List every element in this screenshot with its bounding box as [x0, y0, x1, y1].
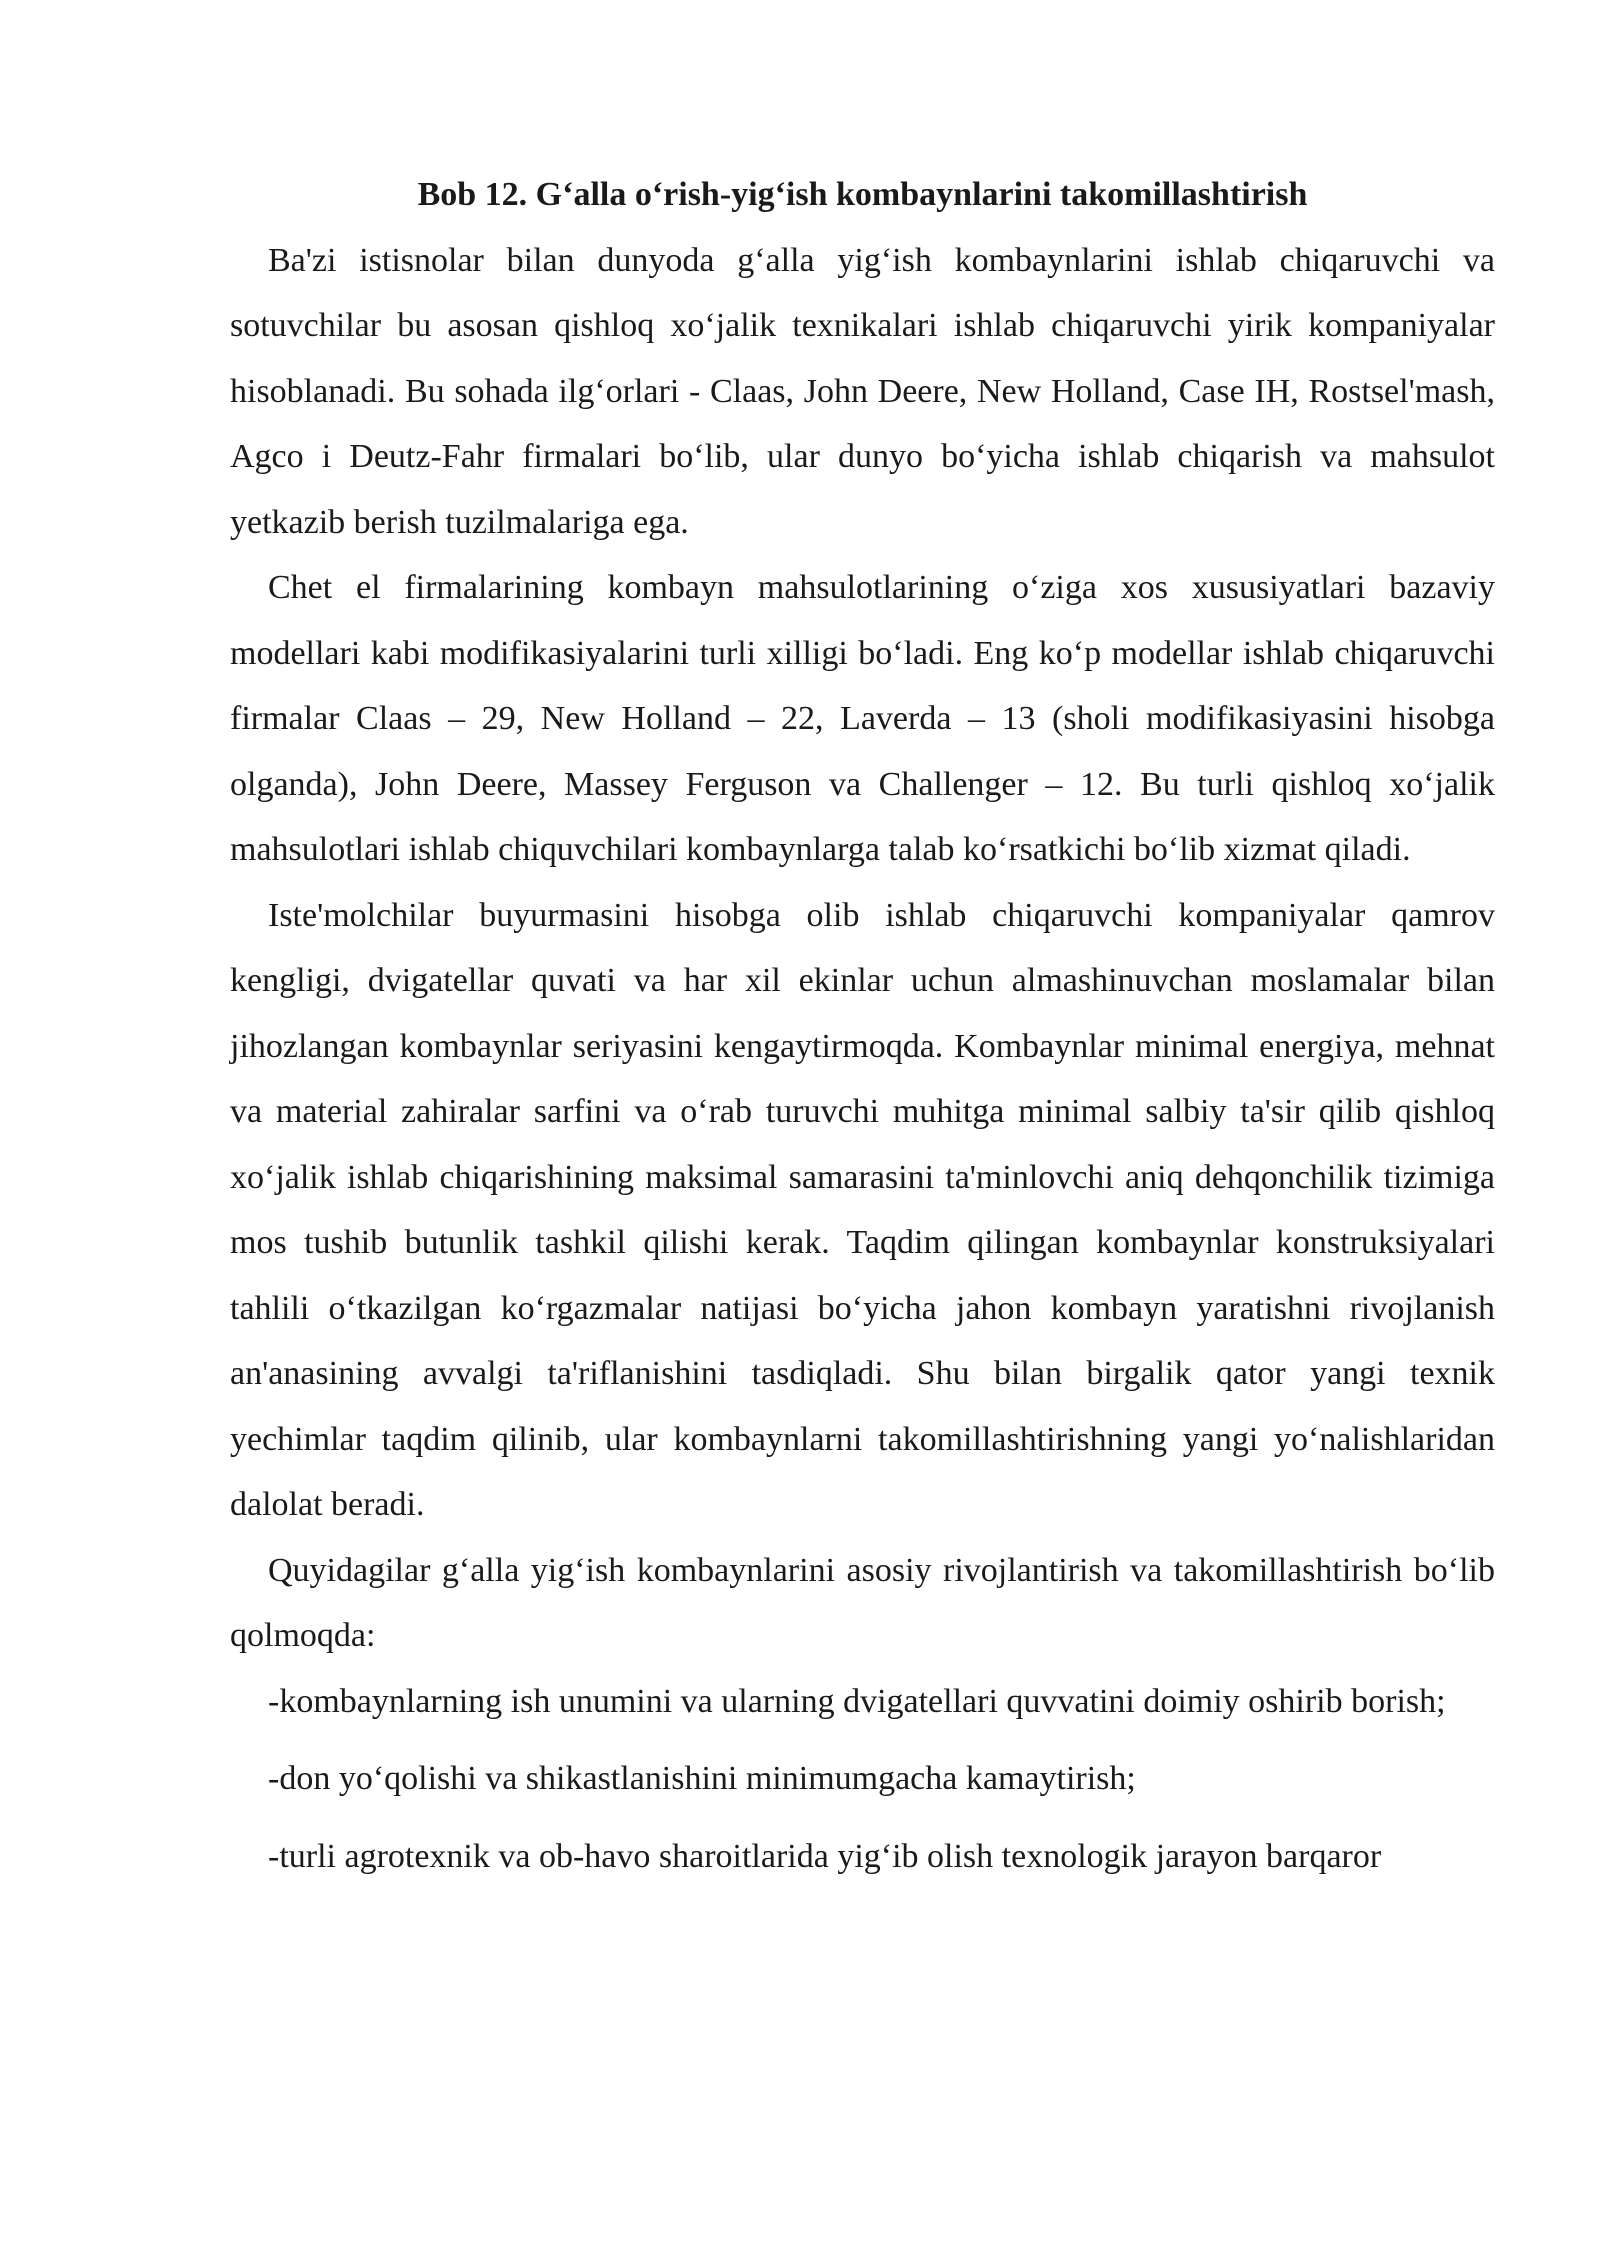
document-body: [230, 162, 1495, 1889]
bullet-item-1: -kombaynlarning ish unumini va ularning dvigatellari quvvatini doimiy oshirib borish;: [268, 1682, 1446, 1720]
chapter-title: Bob 12. G‘alla o‘rish-yig‘ish kombaynlarini takomillashtirish: [417, 176, 1308, 213]
paragraph-3: Iste'molchilar buyurmasini hisobga olib ishlab chiqaruvchi kompaniyalar qamrov kengligi, dvigatellar quvati va har xil ekinlar uchun almashinuvchan moslamalar bilan jihozlangan kombaynlar seriyasini kengaytirmoqda. Kombaynlar minimal energiya, mehnat va material zahiralar sarfini va o‘rab turuvchi muhitga minimal salbiy ta'sir qilib qishloq xo‘jalik ishlab chiqarishining maksimal samarasini ta'minlovchi aniq dehqonchilik tizimiga mos tushib butunlik tashkil qilishi kerak. Taqdim qilingan kombaynlar konstruksiyalari tahlili o‘tkazilgan ko‘rgazmalar natijasi bo‘yicha jahon kombayn yaratishni rivojlanish an'anasining avvalgi ta'riflanishini tasdiqladi. Shu bilan birgalik qator yangi texnik yechimlar taqdim qilinib, ular kombaynlarni takomillashtirishning yangi yo‘nalishlaridan dalolat beradi.: [230, 896, 1495, 1523]
paragraph-1: Ba'zi istisnolar bilan dunyoda g‘alla yig‘ish kombaynlarini ishlab chiqaruvchi va sotuvchilar bu asosan qishloq xo‘jalik texnikalari ishlab chiqaruvchi yirik kompaniyalar hisoblanadi. Bu sohada ilg‘orlari - Claas, John Deere, New Holland, Case IH, Rostsel'mash, Agco i Deutz-Fahr firmalari bo‘lib, ular dunyo bo‘yicha ishlab chiqarish va mahsulot yetkazib berish tuzilmalariga ega.: [230, 241, 1495, 541]
bullet-item-3: -turli agrotexnik va ob-havo sharoitlarida yig‘ib olish texnologik jarayon barqaror: [268, 1837, 1382, 1875]
paragraph-2: Chet el firmalarining kombayn mahsulotlarining o‘ziga xos xususiyatlari bazaviy modellari kabi modifikasiyalarini turli xilligi bo‘ladi. Eng ko‘p modellar ishlab chiqaruvchi firmalar Claas – 29, New Holland – 22, Laverda – 13 (sholi modifikasiyasini hisobga olganda), John Deere, Massey Ferguson va Challenger – 12. Bu turli qishloq xo‘jalik mahsulotlari ishlab chiquvchilari kombaynlarga talab ko‘rsatkichi bo‘lib xizmat qiladi.: [230, 569, 1495, 868]
paragraph-4: Quyidagilar g‘alla yig‘ish kombaynlarini asosiy rivojlantirish va takomillashtirish bo‘lib qolmoqda:: [230, 1551, 1495, 1654]
bullet-item-2: -don yo‘qolishi va shikastlanishini minimumgacha kamaytirish;: [268, 1760, 1136, 1797]
